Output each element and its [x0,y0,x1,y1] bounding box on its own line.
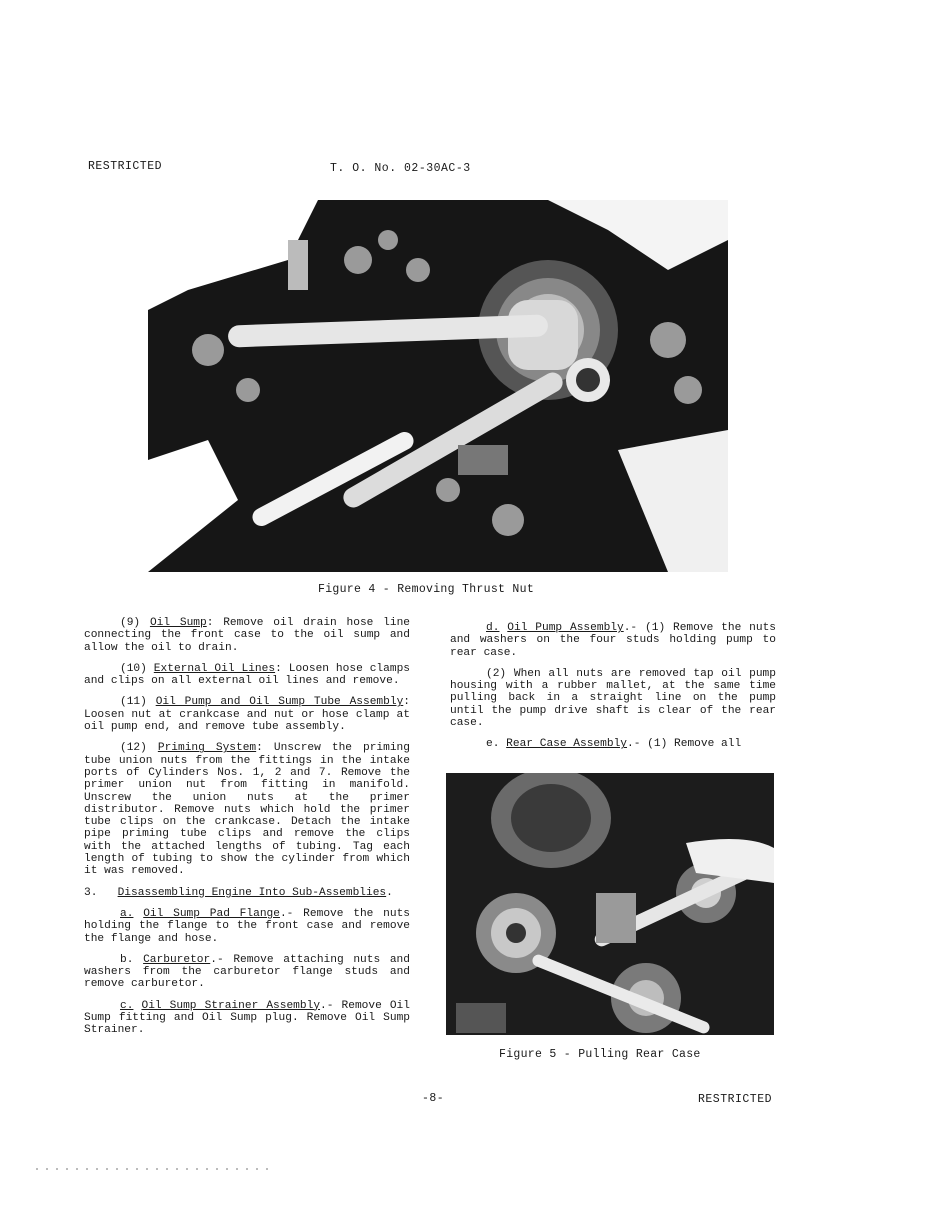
separator: : [256,742,263,755]
figure-5-caption: Figure 5 - Pulling Rear Case [499,1048,701,1061]
item-text: (1) Remove the nuts and washers on the four studs holding pump to rear case. [450,622,776,659]
item-title: Carburetor [143,953,211,966]
item-number: (11) [120,696,147,709]
item-title: Oil Pump Assembly [507,622,624,634]
right-column [450,622,776,760]
paragraph-priming-system [84,742,410,877]
item-letter: a. [120,907,134,920]
paragraph-oil-sump [84,617,410,654]
paragraph-rear-case-assembly [450,738,776,750]
item-text: Remove Oil Sump fitting and Oil Sump plug. Remove Oil Sump Strainer. [84,999,410,1037]
separator: .- [210,953,224,966]
item-letter: c. [120,999,134,1012]
item-title: Oil Sump Strainer Assembly [141,999,321,1012]
item-text: Remove attaching nuts and washers from the carburetor flange studs and remove carburetor. [84,953,410,991]
item-text: (2) When all nuts are removed tap oil pump housing with a rubber mallet, at the same time pulling back in a straight line on the pump until the pump drive shaft is clear of the rear case. [450,667,776,730]
paragraph-oil-sump-pad-flange [84,908,410,945]
paragraph-external-oil-lines [84,663,410,688]
item-title: Oil Sump [149,617,207,629]
item-title: Priming System [157,742,257,755]
item-letter: e. [486,738,500,751]
page-number: -8- [422,1092,445,1105]
separator: .- [627,738,641,751]
item-text: Unscrew the priming tube union nuts from the fittings in the intake ports of Cylinders Nos. 1, 2 and 7. Remove the primer union nut from fitting in manifold. Unscrew the union nuts at the primer distributor. Remove nuts which hold the primer tube clips on the crankcase. Detach the intake pipe priming tube clips and remove the clips with the attached lengths of tubing. Tag each length of tubing to show the cylinder from which it was removed. [84,742,410,878]
item-number: (12) [120,742,147,755]
left-column [84,617,410,1046]
item-title: Oil Sump Pad Flange [143,907,280,920]
section-number: 3. [84,886,98,899]
item-text: Loosen hose clamps and clips on all external oil lines and remove. [84,662,410,688]
paragraph-oil-sump-strainer [84,1000,410,1037]
separator: : [275,662,282,675]
item-letter: d. [486,622,500,634]
separator: . [386,886,393,899]
figure-4-photo [148,200,728,572]
thrust-nut-photo-illustration [148,200,728,572]
section-title: Disassembling Engine Into Sub-Assemblies [117,886,387,899]
rear-case-photo-illustration [446,773,774,1035]
separator: : [403,696,410,709]
item-text: Loosen nut at crankcase and nut or hose clamp at oil pump end, and remove tube assembly. [84,708,410,734]
item-text: Remove oil drain hose line connecting the front case to the oil sump and allow the oil to drain. [84,617,410,654]
figure-4-caption: Figure 4 - Removing Thrust Nut [318,583,535,596]
paragraph-oil-pump-removal [450,668,776,729]
separator: .- [320,999,334,1012]
header-restricted-label: RESTRICTED [88,160,163,173]
separator: .- [623,622,638,634]
paragraph-carburetor [84,954,410,991]
footer-restricted-label: RESTRICTED [698,1093,773,1106]
item-text: (1) Remove all [640,738,742,751]
item-number: (9) [120,617,141,629]
section-heading [84,887,410,899]
figure-5-photo [446,773,774,1035]
scan-artifact [36,1168,276,1170]
item-title: External Oil Lines [153,662,276,675]
paragraph-oil-pump-assembly [450,622,776,659]
item-title: Oil Pump and Oil Sump Tube Assembly [155,696,404,709]
item-number: (10) [120,662,147,675]
item-letter: b. [120,953,134,966]
paragraph-oil-pump-tube [84,696,410,733]
separator: : [206,617,214,629]
item-text: Remove the nuts holding the flange to the front case and remove the flange and hose. [84,907,411,945]
technical-order-number: T. O. No. 02-30AC-3 [330,162,471,175]
item-title: Rear Case Assembly [506,738,628,751]
separator: .- [279,907,294,920]
